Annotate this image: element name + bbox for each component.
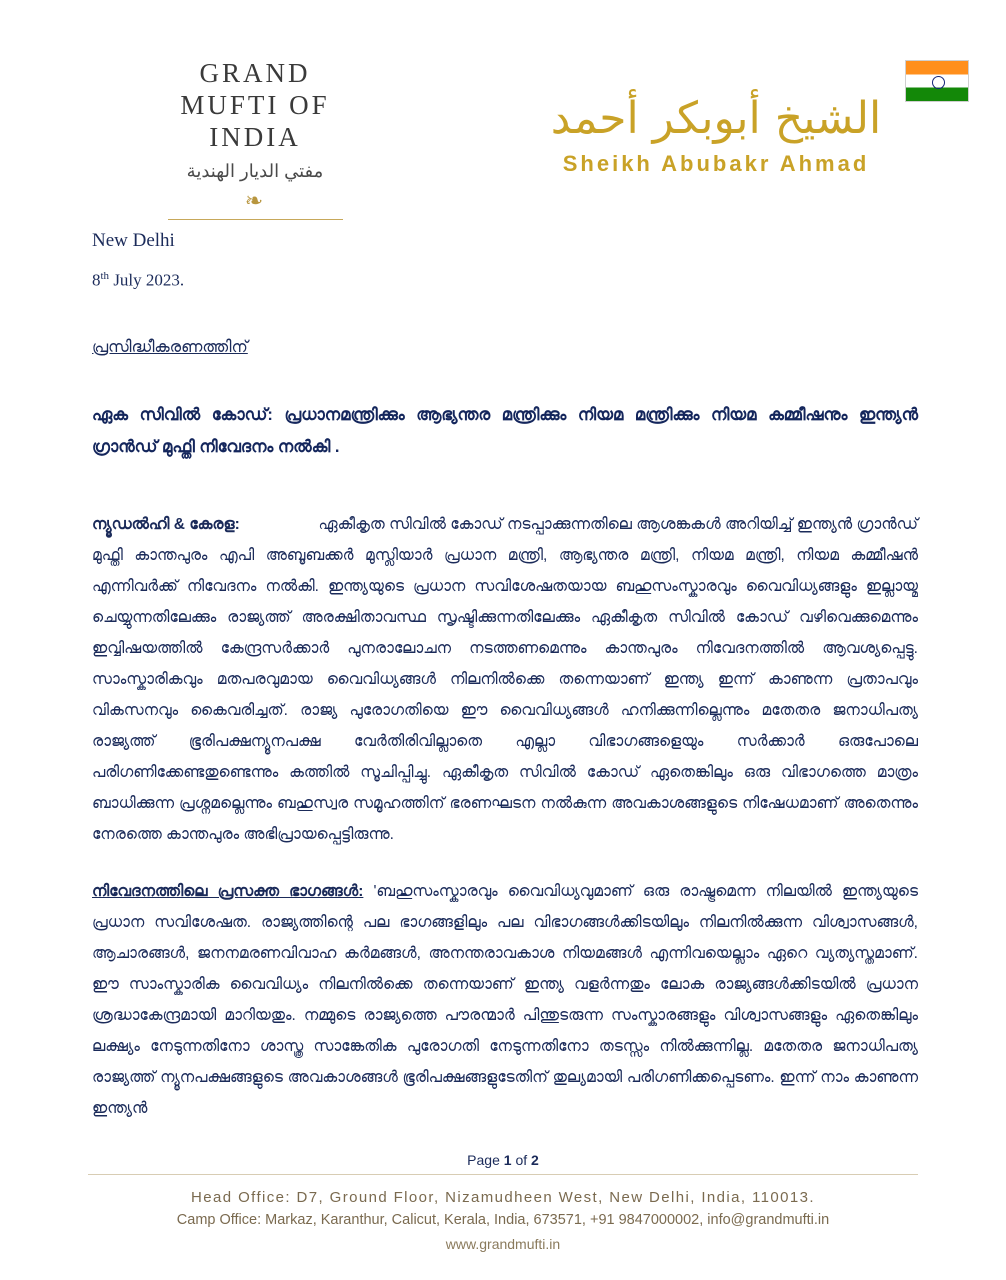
paragraph-1-lead: ന്യൂഡൽഹി & കേരള:: [92, 516, 240, 533]
paragraph-1-text: ഏകീകൃത സിവിൽ കോഡ് നടപ്പാക്കുന്നതിലെ ആശങ്കകൾ അറിയിച്ച് ഇന്ത്യൻ ഗ്രാൻഡ് മുഫ്തി കാന്തപുരം എപി അബൂബക്കർ മുസ്ലിയാർ പ്രധാന മന്ത്രി, ആഭ്യന്തര മന്ത്രി, നിയമ മന്ത്രി, നിയമ കമ്മീഷൻ എന്നിവർക്ക് നിവേദനം നൽകി. ഇന്ത്യയുടെ പ്രധാന സവിശേഷതയായ ബഹുസംസ്കാരവും വൈവിധ്യങ്ങളും ഇല്ലായ്മ ചെയ്യുന്നതിലേക്കും രാജ്യത്ത് അരക്ഷിതാവസ്ഥ സൃഷ്ടിക്കുന്നതിലേക്കും ഏകീകൃത സിവിൽ കോഡ് വഴിവെക്കുമെന്നും ഇവ്വിഷയത്തിൽ കേന്ദ്രസർക്കാർ പുനരാലോചന നടത്തണമെന്നും കാന്തപുരം നിവേദനത്തിൽ ആവശ്യപ്പെട്ടു. സാംസ്കാരികവും മതപരവുമായ വൈവിധ്യങ്ങൾ നിലനിൽക്കെ തന്നെയാണ് ഇന്ത്യ ഇന്ന് കാണുന്ന പ്രതാപവും വികസനവും കൈവരിച്ചത്. രാജ്യ പുരോഗതിയെ ഈ വൈവിധ്യങ്ങൾ ഹനിക്കുന്നില്ലെന്നും മതേതര ജനാധിപത്യ രാജ്യത്ത് ഭൂരിപക്ഷന്യൂനപക്ഷ വേർതിരിവില്ലാതെ എല്ലാ വിഭാഗങ്ങളെയും സർക്കാർ ഒരുപോലെ പരിഗണിക്കേണ്ടതുണ്ടെന്നും കത്തിൽ സൂചിപ്പിച്ചു. ഏകീകൃത സിവിൽ കോഡ് ഏതെങ്കിലും ഒരു വിഭാഗത്തെ മാത്രം ബാധിക്കുന്ന പ്രശ്നമല്ലെന്നും ബഹുസ്വര സമൂഹത്തിന് ഭരണഘടന നൽകുന്ന അവകാശങ്ങളുടെ നിഷേധമാണ് അതെന്നും നേരത്തെ കാന്തപുരം അഭിപ്രായപ്പെട്ടിരുന്നു.: [92, 516, 919, 843]
page-label-prefix: Page: [467, 1152, 504, 1168]
place-line: New Delhi: [92, 230, 175, 251]
indian-flag-icon: [905, 60, 969, 102]
sheikh-name: Sheikh Abubakr Ahmad: [562, 151, 870, 177]
date-day: 8: [92, 270, 101, 290]
footer-camp-office: Camp Office: Markaz, Karanthur, Calicut, Kerala, India, 673571, +91 9847000002, info@grandmufti.in: [176, 1212, 830, 1228]
date-ordinal: th: [100, 270, 110, 282]
page-current: 1: [503, 1152, 512, 1168]
brand-block: [95, 58, 415, 220]
page-label-mid: of: [511, 1152, 532, 1168]
ornament-rule: [168, 219, 343, 220]
letter-footer: [0, 1174, 1006, 1252]
paragraph-2: [92, 876, 918, 1124]
page-number: [0, 1152, 1006, 1168]
ornament-icon: [95, 188, 415, 220]
footer-divider: [88, 1174, 918, 1175]
headline: ഏക സിവിൽ കോഡ്: പ്രധാനമന്ത്രിക്കും ആഭ്യന്തര മന്ത്രിക്കും നിയമ മന്ത്രിക്കും നിയമ കമ്മീഷനും ഇന്ത്യൻ ഗ്രാൻഡ് മുഫ്തി നിവേദനം നൽകി .: [92, 405, 918, 456]
paragraph-2-text: 'ബഹുസംസ്കാരവും വൈവിധ്യവുമാണ് ഒരു രാഷ്ട്രമെന്ന നിലയിൽ ഇന്ത്യയുടെ പ്രധാന സവിശേഷത. രാജ്യത്തിന്റെ പല ഭാഗങ്ങളിലും പല വിഭാഗങ്ങൾക്കിടയിലും നിലനിൽക്കുന്ന വിശ്വാസങ്ങൾ, ആചാരങ്ങൾ, ജനനമരണവിവാഹ കർമങ്ങൾ, അനന്തരാവകാശ നിയമങ്ങൾ എന്നിവയെല്ലാം ഏറെ വ്യത്യസ്തമാണ്. ഈ സാംസ്കാരിക വൈവിധ്യം നിലനിൽക്കെ തന്നെയാണ് ഇന്ത്യ വളർന്നതും ലോക രാജ്യങ്ങൾക്കിടയിൽ പ്രധാന ശ്രദ്ധാകേന്ദ്രമായി മാറിയതും. നമ്മുടെ രാജ്യത്തെ പൗരന്മാർ പിന്തുടരുന്ന സംസ്കാരങ്ങളും വിശ്വാസങ്ങളും ഏതെങ്കിലും ലക്ഷ്യം നേടുന്നതിനോ ശാസ്ത്ര സാങ്കേതിക പുരോഗതി നേടുന്നതിനോ തടസ്സം നിൽക്കുന്നില്ല. മതേതര ജനാധിപത്യ രാജ്യത്ത് ന്യൂനപക്ഷങ്ങളുടെ അവകാശങ്ങൾ ഭൂരിപക്ഷങ്ങളുടേതിന് തുല്യമായി പരിഗണിക്കപ്പെടണം. ഇന്ന് നാം കാണുന്ന ഇന്ത്യൻ: [92, 883, 918, 1117]
footer-head-office: Head Office: D7, Ground Floor, Nizamudheen West, New Delhi, India, 110013.: [191, 1189, 815, 1206]
brand-arabic-subtitle: مفتي الديار الهندية: [186, 160, 324, 181]
ashoka-chakra-icon: [932, 76, 945, 89]
ornament-glyph: ❧: [244, 187, 266, 213]
date-rest: July 2023.: [109, 270, 185, 290]
date-line: [92, 270, 918, 291]
letter-body: [0, 230, 1006, 1124]
footer-website[interactable]: www.grandmufti.in: [445, 1236, 561, 1252]
for-publication-label: പ്രസിദ്ധീകരണത്തിന്: [92, 338, 248, 356]
brand-line-1: GRAND: [199, 58, 311, 88]
brand-line-2: MUFTI OF: [180, 89, 330, 120]
page-total: 2: [531, 1152, 539, 1168]
letterhead: [0, 0, 1006, 230]
paragraph-1: [92, 509, 918, 850]
brand-line-3: INDIA: [209, 121, 301, 152]
paragraph-2-lead: നിവേദനത്തിലെ പ്രസക്ത ഭാഗങ്ങൾ:: [92, 883, 364, 900]
sheikh-block: [546, 95, 886, 177]
arabic-calligraphy: الشيخ أبوبكر أحمد: [550, 93, 882, 144]
